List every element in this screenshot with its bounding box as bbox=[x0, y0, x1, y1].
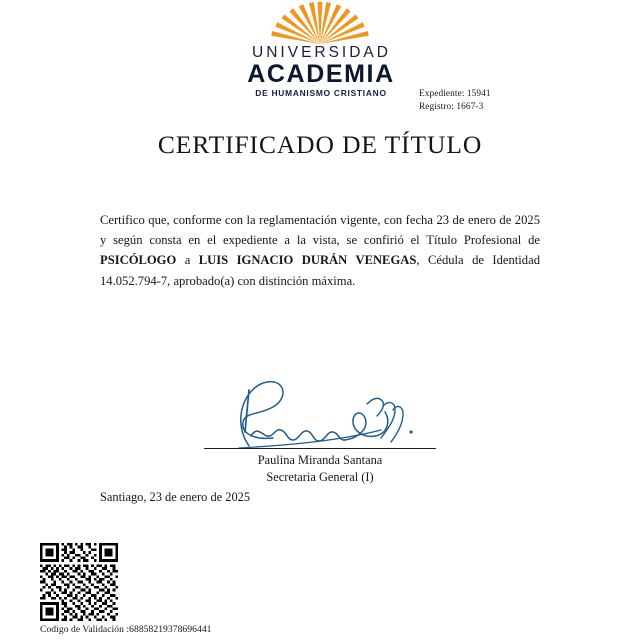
sunburst-icon bbox=[255, 0, 385, 44]
place-and-date: Santiago, 23 de enero de 2025 bbox=[100, 490, 251, 504]
registro-line: Registro: 1667-3 bbox=[419, 102, 484, 113]
registry-info bbox=[419, 88, 491, 114]
qr-code-icon bbox=[40, 543, 118, 621]
signature-rule bbox=[204, 448, 436, 449]
certificate-body bbox=[100, 210, 540, 292]
logo-line-academia: ACADEMIA bbox=[247, 60, 395, 89]
logo-line-universidad: UNIVERSIDAD bbox=[252, 44, 391, 61]
page-title: CERTIFICADO DE TÍTULO bbox=[157, 130, 483, 159]
university-logo bbox=[0, 0, 640, 99]
expediente-line: Expediente: 15941 bbox=[419, 89, 491, 99]
body-segment-1: Certifico que, conforme con la reglamentación vigente, con fecha 23 de enero de 2025 y según consta en el expediente a la vista, se confirió el Título Profesional de bbox=[100, 212, 540, 247]
signature-block bbox=[0, 376, 640, 486]
handwritten-signature-icon bbox=[215, 376, 425, 454]
student-name: LUIS IGNACIO DURÁN VENEGAS bbox=[198, 253, 417, 268]
degree-name: PSICÓLOGO bbox=[100, 253, 177, 268]
signer-name: Paulina Miranda Santana bbox=[257, 453, 383, 467]
body-segment-2: a bbox=[176, 253, 199, 268]
body-segment-3: , Cédula de Identidad 14.052.794-7, aprobado(a) con distinción máxima. bbox=[100, 253, 540, 288]
signer-role: Secretaria General (I) bbox=[266, 470, 374, 485]
logo-line-tagline: DE HUMANISMO CRISTIANO bbox=[255, 88, 387, 99]
validation-code: Codigo de Validación :68858219378696441 bbox=[40, 624, 212, 635]
